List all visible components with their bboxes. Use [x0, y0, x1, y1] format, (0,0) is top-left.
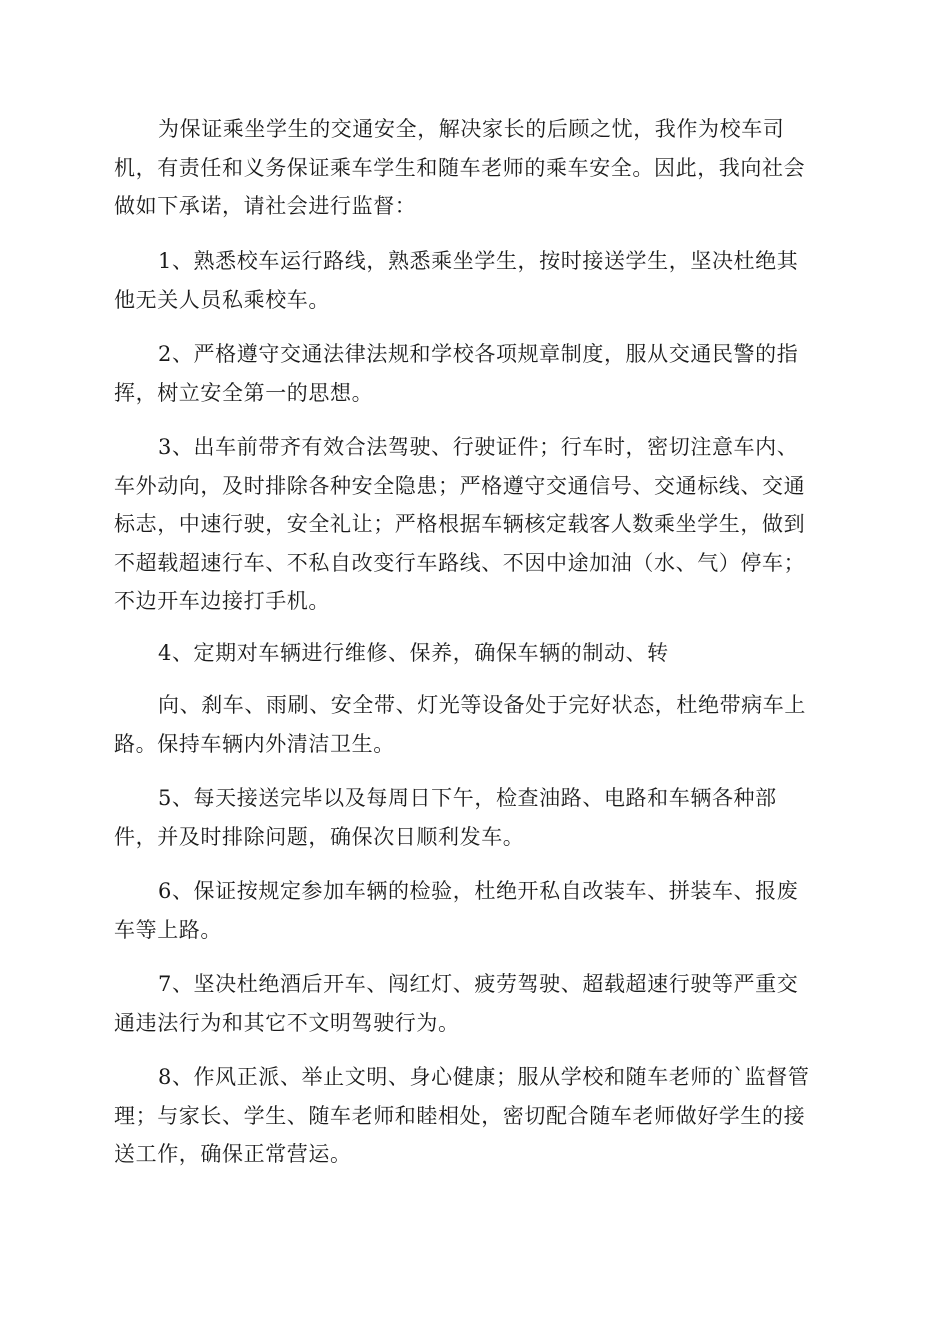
paragraph-line: 标志，中速行驶，安全礼让；严格根据车辆核定载客人数乘坐学生，做到 [114, 512, 806, 536]
paragraph-item-2 [114, 335, 836, 412]
paragraph-line: 8、作风正派、举止文明、身心健康；服从学校和随车老师的`监督管 [158, 1065, 810, 1089]
paragraph-line: 3、出车前带齐有效合法驾驶、行驶证件；行车时，密切注意车内、 [158, 435, 799, 459]
paragraph-line: 1、熟悉校车运行路线，熟悉乘坐学生，按时接送学生，坚决杜绝其 [158, 249, 799, 273]
paragraph-line: 挥，树立安全第一的思想。 [114, 380, 374, 405]
paragraph-item-8 [114, 1058, 836, 1174]
paragraph-line: 他无关人员私乘校车。 [114, 287, 330, 312]
paragraph-line: 5、每天接送完毕以及每周日下午，检查油路、电路和车辆各种部 [158, 786, 777, 810]
paragraph-line: 7、坚决杜绝酒后开车、闯红灯、疲劳驾驶、超载超速行驶等严重交 [158, 972, 799, 996]
paragraph-line: 车等上路。 [114, 917, 222, 942]
paragraph-line: 为保证乘坐学生的交通安全，解决家长的后顾之忧，我作为校车司 [158, 117, 785, 141]
paragraph-line: 路。保持车辆内外清洁卫生。 [114, 731, 395, 756]
paragraph-line: 机，有责任和义务保证乘车学生和随车老师的乘车安全。因此，我向社会 [114, 155, 806, 180]
paragraph-intro [114, 110, 836, 226]
paragraph-line: 通违法行为和其它不文明驾驶行为。 [114, 1010, 460, 1035]
paragraph-line: 向、刹车、雨刷、安全带、灯光等设备处于完好状态，杜绝带病车上 [158, 693, 806, 717]
paragraph-item-4a [114, 634, 836, 673]
paragraph-line: 做如下承诺，请社会进行监督： [114, 194, 417, 218]
paragraph-line: 送工作，确保正常营运。 [114, 1142, 352, 1166]
paragraph-item-6 [114, 872, 836, 949]
paragraph-item-4b [114, 686, 836, 763]
paragraph-line: 不超载超速行车、不私自改变行车路线、不因中途加油（水、气）停车； [114, 550, 806, 575]
paragraph-line: 车外动向，及时排除各种安全隐患；严格遵守交通信号、交通标线、交通 [114, 473, 806, 498]
paragraph-item-5 [114, 779, 836, 856]
paragraph-line: 6、保证按规定参加车辆的检验，杜绝开私自改装车、拼装车、报废 [158, 879, 799, 903]
paragraph-line: 件，并及时排除问题，确保次日顺利发车。 [114, 824, 525, 849]
paragraph-item-3 [114, 428, 836, 621]
paragraph-item-7 [114, 965, 836, 1042]
paragraph-line: 理；与家长、学生、随车老师和睦相处，密切配合随车老师做好学生的接 [114, 1103, 806, 1128]
paragraph-line: 4、定期对车辆进行维修、保养，确保车辆的制动、转 [158, 641, 669, 665]
paragraph-item-1 [114, 242, 836, 319]
paragraph-line: 2、严格遵守交通法律法规和学校各项规章制度，服从交通民警的指 [158, 342, 799, 366]
paragraph-line: 不边开车边接打手机。 [114, 589, 330, 613]
